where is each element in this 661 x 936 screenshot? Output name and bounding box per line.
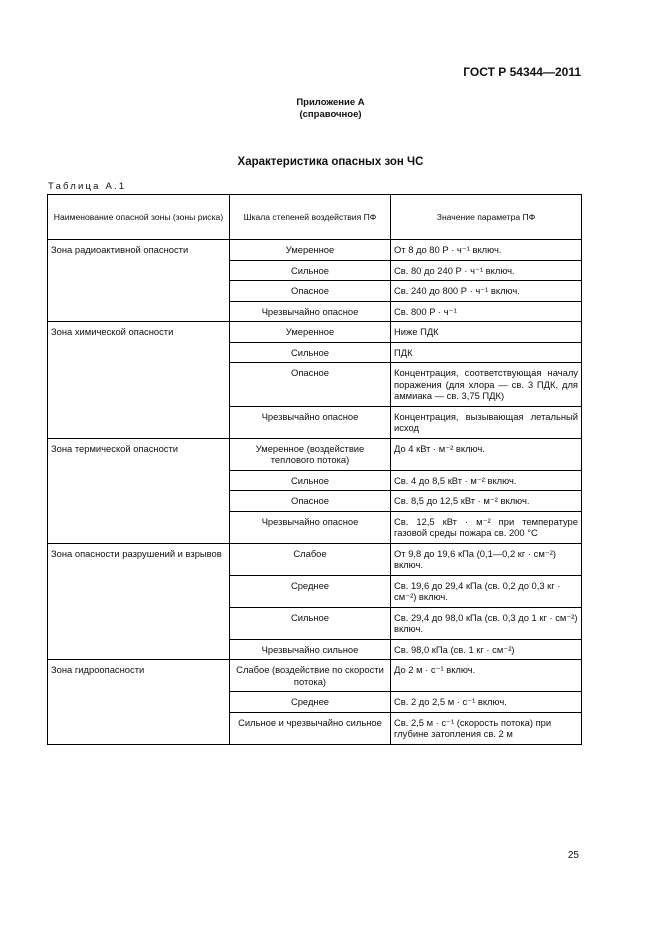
scale-cell: Умеренное (воздействие теплового потока) [230,438,391,470]
appendix-heading [0,97,661,121]
value-cell: Св. 98,0 кПа (св. 1 кг · см⁻²) [391,639,582,660]
scale-cell: Среднее [230,575,391,607]
zone-name: Зона гидроопасности [48,660,230,745]
value-cell: От 9,8 до 19,6 кПа (0,1—0,2 кг · см⁻²) включ. [391,543,582,575]
scale-cell: Умеренное [230,322,391,343]
table-row [48,660,582,692]
scale-cell: Сильное [230,342,391,363]
scale-cell: Опасное [230,363,391,407]
value-cell: Св. 2 до 2,5 м · с⁻¹ включ. [391,692,582,713]
value-cell: Св. 800 Р · ч⁻¹ [391,301,582,322]
standard-number: ГОСТ Р 54344—2011 [463,65,581,79]
value-cell: Концентрация, вызывающая летальный исход [391,406,582,438]
value-cell: Св. 4 до 8,5 кВт · м⁻² включ. [391,470,582,491]
scale-cell: Сильное [230,260,391,281]
zone-name: Зона химической опасности [48,322,230,439]
scale-cell: Среднее [230,692,391,713]
table-label: Таблица А.1 [48,181,127,192]
header-zone: Наименование опасной зоны (зоны риска) [48,195,230,240]
zone-name: Зона опасности разрушений и взрывов [48,543,230,660]
table-header-row [48,195,582,240]
scale-cell: Чрезвычайно опасное [230,406,391,438]
scale-cell: Сильное [230,470,391,491]
hazard-zones-table [47,194,582,745]
value-cell: До 4 кВт · м⁻² включ. [391,438,582,470]
table-row [48,543,582,575]
zone-name: Зона термической опасности [48,438,230,543]
section-title: Характеристика опасных зон ЧС [237,156,424,168]
header-value: Значение параметра ПФ [391,195,582,240]
table-row [48,240,582,261]
scale-cell: Сильное и чрезвычайно сильное [230,712,391,744]
scale-cell: Чрезвычайно опасное [230,511,391,543]
value-cell: Св. 19,6 до 29,4 кПа (св. 0,2 до 0,3 кг · см⁻²) включ. [391,575,582,607]
scale-cell: Опасное [230,491,391,512]
table-row [48,438,582,470]
zone-name: Зона радиоактивной опасности [48,240,230,322]
value-cell: Св. 29,4 до 98,0 кПа (св. 0,3 до 1 кг · см⁻²) включ. [391,607,582,639]
value-cell: Св. 80 до 240 Р · ч⁻¹ включ. [391,260,582,281]
scale-cell: Умеренное [230,240,391,261]
page-number: 25 [567,850,579,861]
value-cell: ПДК [391,342,582,363]
scale-cell: Чрезвычайно сильное [230,639,391,660]
value-cell: Св. 8,5 до 12,5 кВт · м⁻² включ. [391,491,582,512]
value-cell: До 2 м · с⁻¹ включ. [391,660,582,692]
scale-cell: Опасное [230,281,391,302]
value-cell: Св. 2,5 м · с⁻¹ (скорость потока) при глубине затопления св. 2 м [391,712,582,744]
scale-cell: Чрезвычайно опасное [230,301,391,322]
value-cell: От 8 до 80 Р · ч⁻¹ включ. [391,240,582,261]
appendix-subtitle: (справочное) [299,109,362,120]
header-scale: Шкала степеней воздействия ПФ [230,195,391,240]
value-cell: Концентрация, соответствующая началу поражения (для хлора — св. 3 ПДК, для аммиака — св. 3,75 ПДК) [391,363,582,407]
table-row [48,322,582,343]
scale-cell: Сильное [230,607,391,639]
scale-cell: Слабое [230,543,391,575]
value-cell: Св. 12,5 кВт · м⁻² при температуре газовой среды пожара св. 200 °С [391,511,582,543]
value-cell: Ниже ПДК [391,322,582,343]
appendix-title: Приложение А [296,97,365,108]
scale-cell: Слабое (воздействие по скорости потока) [230,660,391,692]
value-cell: Св. 240 до 800 Р · ч⁻¹ включ. [391,281,582,302]
